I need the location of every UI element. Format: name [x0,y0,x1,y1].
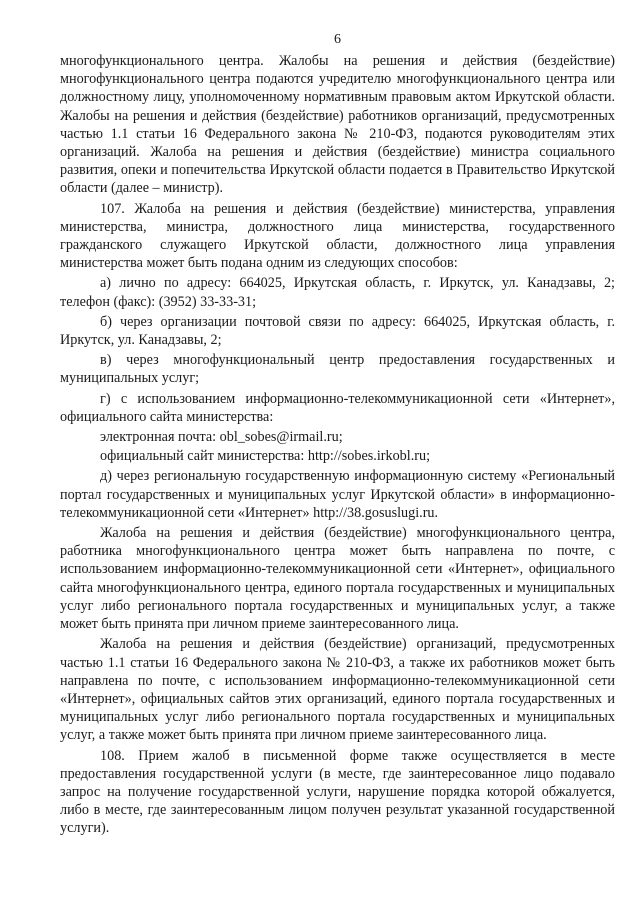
email-line: электронная почта: obl_sobes@irmail.ru; [100,429,343,446]
paragraph-108-written-complaints: 108. Прием жалоб в письменной форме также осуществляется в месте предоставления государственной услуги (в месте, где заинтересованное лицо подавало запрос на получение государственной услуги, нарушение порядка которой обжалуется, либо в месте, где заинтересованным лицом получен результат указанной государственной услуги). [60,747,615,837]
paragraph-organizations-complaint-channels: Жалоба на решения и действия (бездействие) организаций, предусмотренных частью 1.1 статьи 16 Федерального закона № 210-ФЗ, а также их работников может быть направлена по почте, с использованием информационно-телекоммуникационной сети «Интернет», официальных сайтов этих организаций, единого портала государственных и муниципальных услуг либо регионального портала государственных и муниципальных услуг, а также может быть принята при личном приеме заинтересованного лица. [60,636,615,744]
list-item-b-postal: б) через организации почтовой связи по адресу: 664025, Иркутская область, г. Иркутск, ул. Канадзавы, 2; [60,313,615,349]
page-number: 6 [334,32,341,47]
paragraph-mfc-complaint-channels: Жалоба на решения и действия (бездействие) многофункционального центра, работника многофункционального центра может быть направлена по почте, с использованием информационно-телекоммуникационной сети «Интернет», официального сайта многофункционального центра, единого портала государственных и муниципальных услуг либо регионального портала государственных и муниципальных услуг, а также может быть принята при личном приеме заинтересованного лица. [60,525,615,633]
website-line: официальный сайт министерства: http://sobes.irkobl.ru; [100,448,431,465]
paragraph-107-intro: 107. Жалоба на решения и действия (бездействие) министерства, управления министерства, министра, должностного лица министерства, государственного гражданского служащего Иркутской области, должностного лица управления министерства может быть подана одним из следующих способов: [60,200,615,272]
document-body [60,52,615,838]
list-item-a-in-person: а) лично по адресу: 664025, Иркутская область, г. Иркутск, ул. Канадзавы, 2; телефон (факс): (3952) 33-33-31; [60,275,615,310]
list-item-d-regional-portal: д) через региональную государственную информационную систему «Региональный портал государственных и муниципальных услуг Иркутской области» в информационно-телекоммуникационной сети «Интернет» http://38.gosuslugi.ru. [60,468,615,521]
paragraph-mfc-complaints-continued: многофункционального центра. Жалобы на решения и действия (бездействие) многофункционального центра подаются учредителю многофункционального центра или должностному лицу, уполномоченному нормативным правовым актом Иркутской области. Жалобы на решения и действия (бездействие) работников организаций, предусмотренных частью 1.1 статьи 16 Федерального закона № 210-ФЗ, подаются руководителям этих организаций. Жалоба на решения и действия (бездействие) министра социального развития, опеки и попечительства Иркутской области подается в Правительство Иркутской области (далее – министр). [60,53,615,197]
list-item-g-internet: г) с использованием информационно-телекоммуникационной сети «Интернет», официального сайта министерства: [60,390,615,425]
list-item-v-mfc: в) через многофункциональный центр предоставления государственных и муниципальных услуг; [60,352,615,387]
